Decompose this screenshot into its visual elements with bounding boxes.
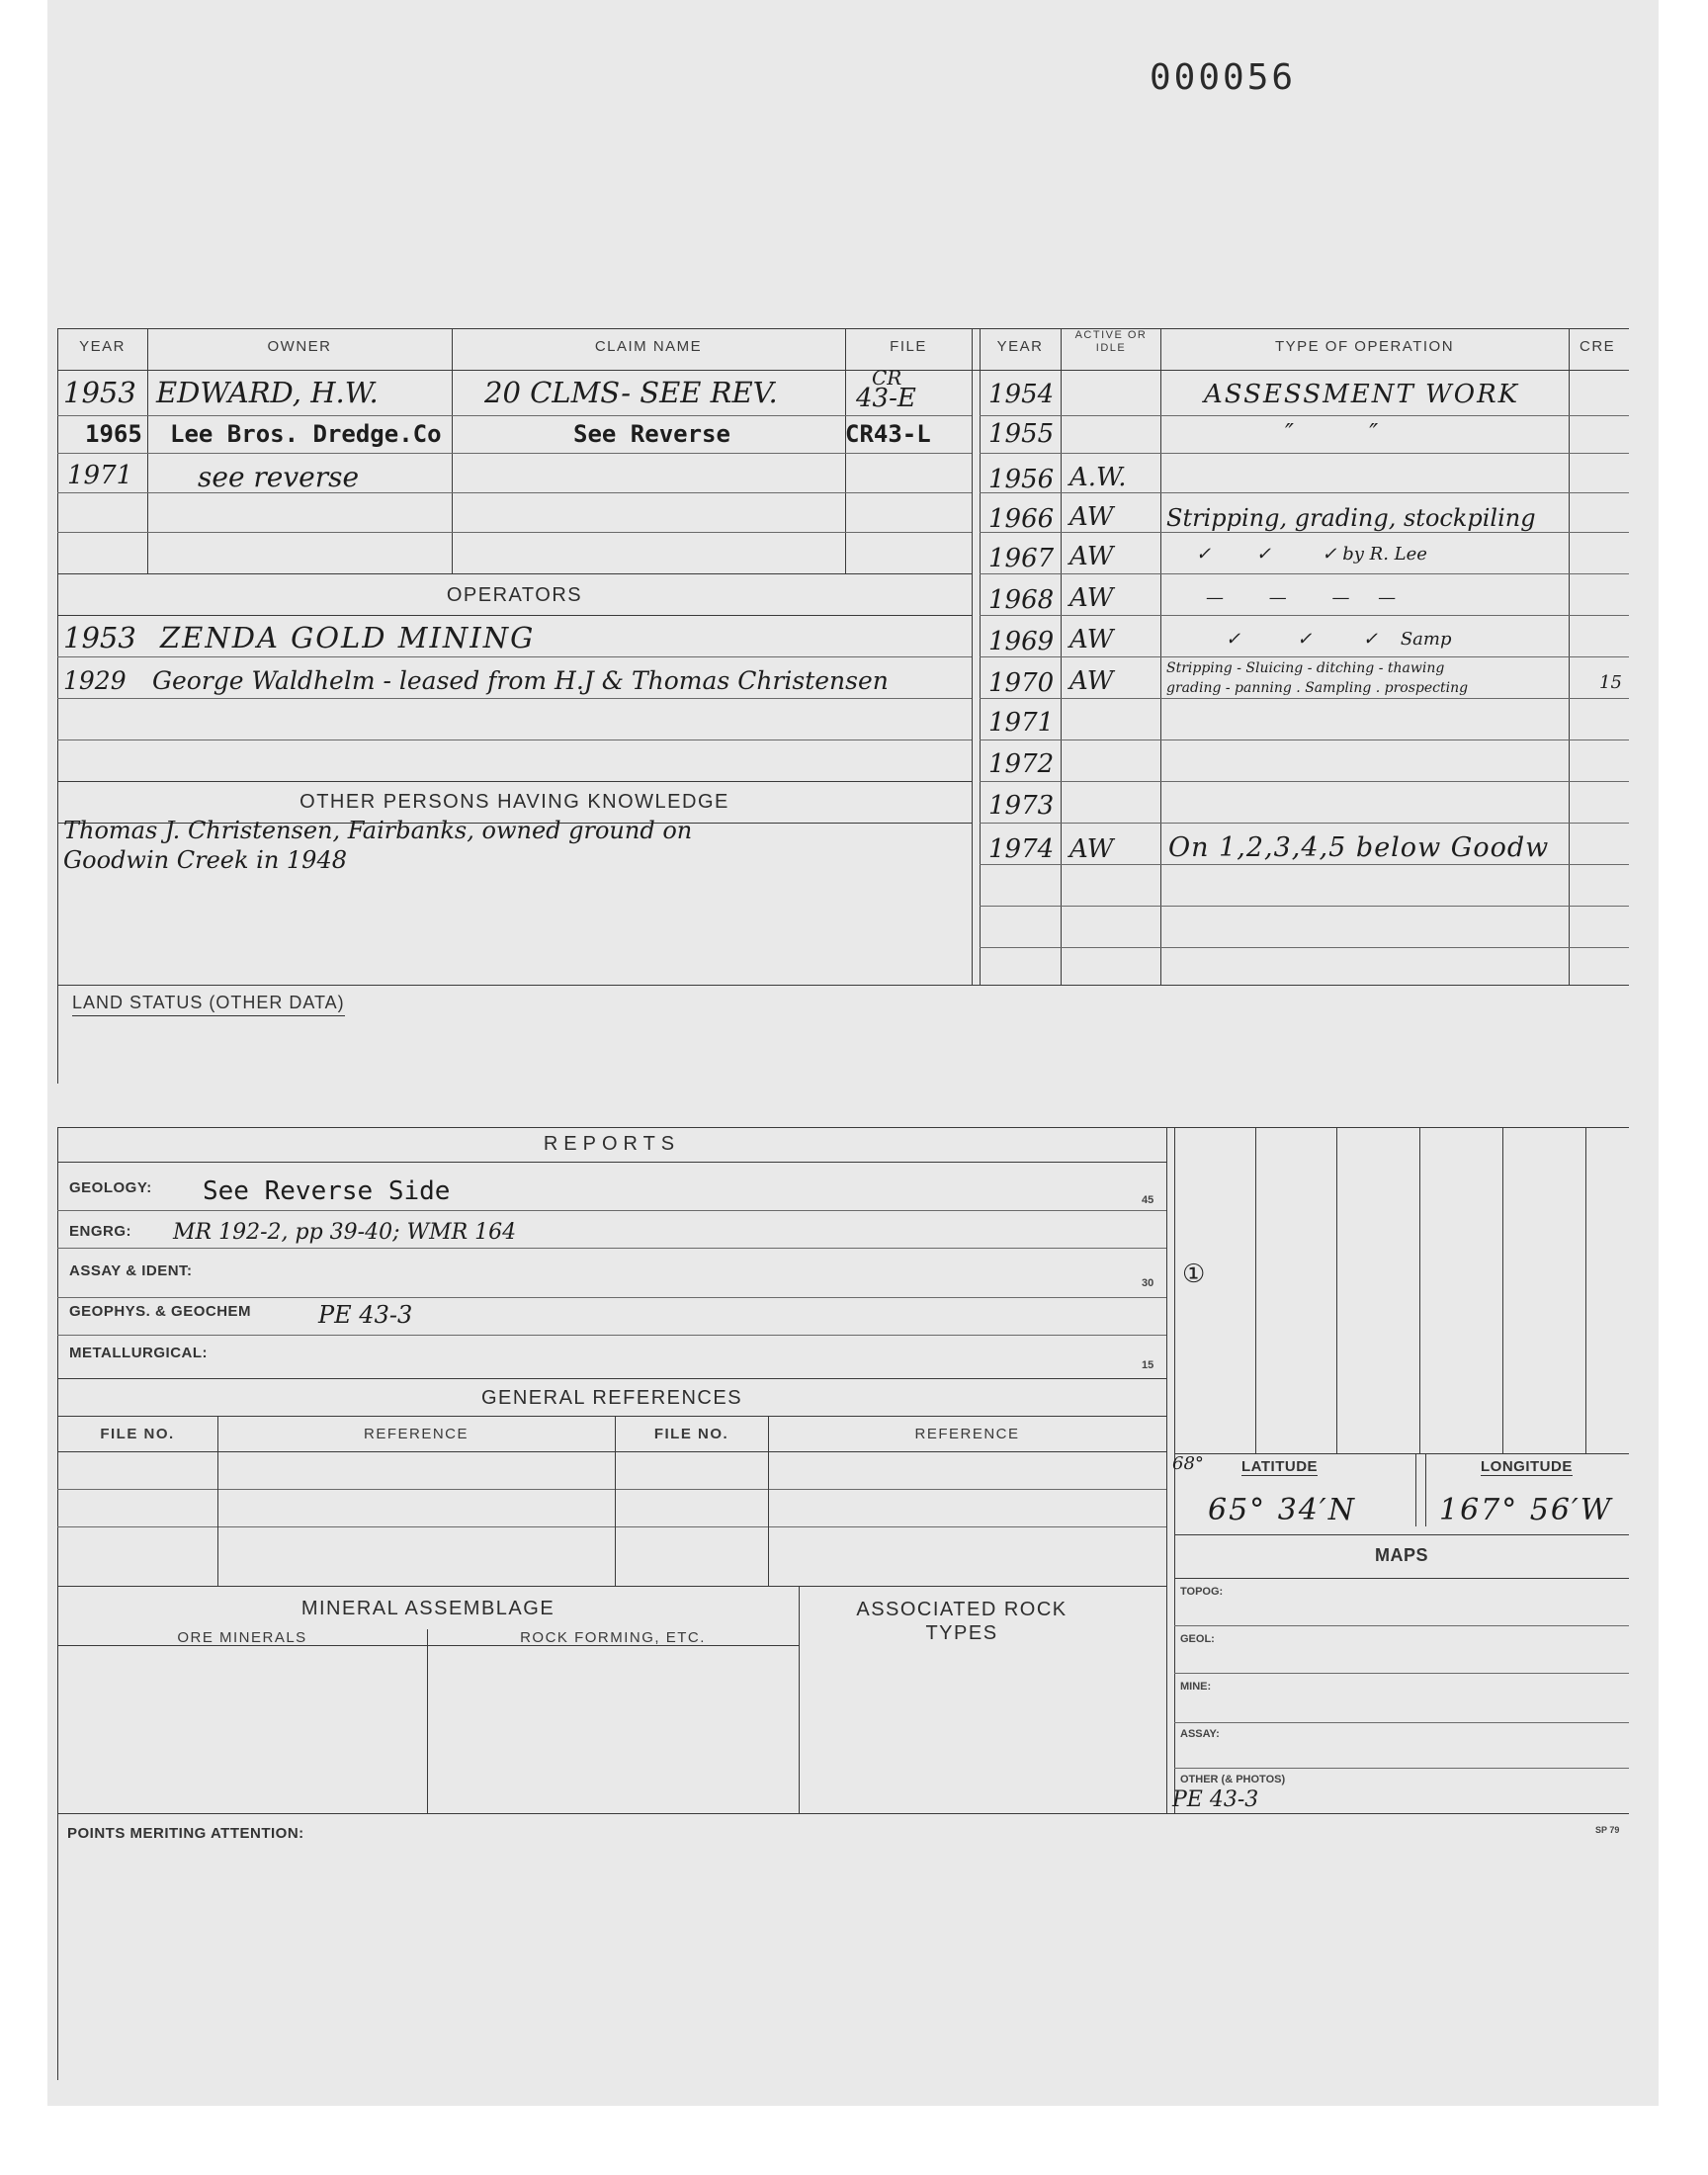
maps-title: MAPS (1374, 1545, 1428, 1565)
activity-operation-line2: grading - panning . Sampling . prospecting (1166, 680, 1469, 696)
activity-cre: 15 (1599, 672, 1622, 693)
owner-year: 1971 (67, 461, 133, 490)
activity-year: 1954 (988, 380, 1055, 409)
rock-forming-header: ROCK FORMING, ETC. (520, 1629, 706, 1646)
assay-ident-label: ASSAY & IDENT: (69, 1262, 193, 1279)
geology-value: See Reverse Side (203, 1176, 451, 1206)
claim-name: 20 CLMS- SEE REV. (484, 376, 778, 409)
associated-rock-types-title: ASSOCIATED ROCK TYPES (856, 1599, 1068, 1644)
activity-operation: ″ ″ (1285, 419, 1379, 447)
activity-year: 1971 (988, 708, 1055, 738)
longitude-label: LONGITUDE (1481, 1458, 1573, 1475)
geol-label: GEOL: (1180, 1633, 1215, 1645)
geology-label: GEOLOGY: (69, 1179, 152, 1196)
grid-prefix: 68° (1172, 1453, 1204, 1474)
activity-operation: ASSESSMENT WORK (1204, 380, 1520, 409)
engrg-label: ENGRG: (69, 1223, 131, 1240)
file-number-top: CR (872, 366, 902, 390)
knowledge-line: Thomas J. Christensen, Fairbanks, owned ground on (63, 817, 693, 844)
latitude-value: 65° 34′N (1208, 1493, 1356, 1527)
activity-status: AW (1069, 542, 1114, 571)
activity-year: 1968 (988, 585, 1055, 615)
owner-name: EDWARD, H.W. (156, 376, 379, 409)
activity-status: AW (1069, 666, 1114, 696)
operators-title: OPERATORS (446, 584, 583, 606)
activity-status: AW (1069, 834, 1114, 864)
file-no-header: FILE NO. (100, 1426, 175, 1442)
topog-label: TOPOG: (1180, 1586, 1224, 1598)
document-page (47, 0, 1659, 2106)
activity-year: 1972 (988, 749, 1055, 779)
activity-status: A.W. (1069, 463, 1127, 492)
header-active-idle: ACTIVE OR IDLE (1074, 329, 1148, 354)
other-photos-value: PE 43-3 (1172, 1787, 1259, 1812)
mineral-assemblage-title: MINERAL ASSEMBLAGE (300, 1598, 555, 1619)
operator-name: George Waldhelm - leased from H.J & Thomas Christensen (152, 666, 889, 695)
activity-year: 1956 (988, 465, 1055, 494)
activity-operation: Stripping - Sluicing - ditching - thawing (1166, 660, 1445, 676)
operator-year: 1953 (63, 621, 136, 654)
mine-label: MINE: (1180, 1681, 1212, 1693)
latitude-label: LATITUDE (1241, 1458, 1319, 1475)
activity-operation: Stripping, grading, stockpiling (1166, 504, 1536, 532)
scale-label: 30 (1142, 1277, 1154, 1289)
knowledge-title: OTHER PERSONS HAVING KNOWLEDGE (299, 791, 729, 813)
geophys-value: PE 43-3 (318, 1301, 413, 1329)
activity-year: 1955 (988, 419, 1055, 449)
header-type-of-operation: TYPE OF OPERATION (1274, 338, 1455, 355)
scale-label: 15 (1142, 1359, 1154, 1371)
header-cre: CRE (1580, 338, 1616, 355)
claim-name: See Reverse (573, 420, 730, 448)
longitude-value: 167° 56′W (1439, 1493, 1613, 1527)
activity-status: AW (1069, 625, 1114, 654)
land-status-label: LAND STATUS (OTHER DATA) (72, 993, 345, 1016)
operator-year: 1929 (63, 666, 127, 695)
activity-operation: ✓ ✓ ✓ by R. Lee (1196, 544, 1427, 565)
activity-year: 1974 (988, 834, 1055, 864)
geophys-label: GEOPHYS. & GEOCHEM (69, 1303, 252, 1320)
scale-label: 45 (1142, 1194, 1154, 1206)
header-year-activity: YEAR (996, 338, 1044, 355)
header-owner: OWNER (267, 338, 332, 355)
activity-year: 1973 (988, 791, 1055, 821)
engrg-value: MR 192-2, pp 39-40; WMR 164 (173, 1220, 517, 1245)
knowledge-line: Goodwin Creek in 1948 (63, 846, 347, 874)
points-meriting-attention-label: POINTS MERITING ATTENTION: (67, 1825, 304, 1842)
reference-header: REFERENCE (914, 1426, 1020, 1442)
general-references-title: GENERAL REFERENCES (480, 1387, 743, 1409)
header-year: YEAR (79, 338, 126, 355)
activity-operation: On 1,2,3,4,5 below Goodw (1168, 832, 1550, 863)
ore-minerals-header: ORE MINERALS (177, 1629, 307, 1646)
file-no-header: FILE NO. (653, 1426, 729, 1442)
other-photos-label: OTHER (& PHOTOS) (1180, 1774, 1286, 1785)
metallurgical-label: METALLURGICAL: (69, 1345, 209, 1361)
file-number-bottom: 43-E (856, 384, 916, 413)
activity-status: AW (1069, 583, 1114, 613)
document-number: 000056 (1150, 57, 1297, 98)
file-number: CR43-L (845, 420, 931, 448)
activity-status: AW (1069, 502, 1114, 532)
activity-year: 1969 (988, 627, 1055, 656)
activity-year: 1967 (988, 544, 1055, 573)
form-code: SP 79 (1595, 1825, 1620, 1835)
owner-year: 1953 (63, 376, 136, 409)
activity-year: 1966 (988, 504, 1055, 534)
header-file: FILE (890, 338, 927, 355)
owner-year: 1965 (85, 420, 142, 448)
header-claim-name: CLAIM NAME (594, 338, 703, 355)
reference-header: REFERENCE (363, 1426, 469, 1442)
assay-label: ASSAY: (1180, 1728, 1220, 1740)
activity-year: 1970 (988, 668, 1055, 698)
grid-location-mark: ① (1182, 1260, 1206, 1289)
activity-operation: — — — — (1206, 587, 1397, 608)
activity-operation: ✓ ✓ ✓ Samp (1226, 629, 1452, 650)
operator-name: ZENDA GOLD MINING (160, 621, 536, 654)
owner-name: Lee Bros. Dredge.Co (170, 420, 442, 448)
reports-title: REPORTS (543, 1133, 681, 1155)
owner-name: see reverse (198, 461, 360, 493)
